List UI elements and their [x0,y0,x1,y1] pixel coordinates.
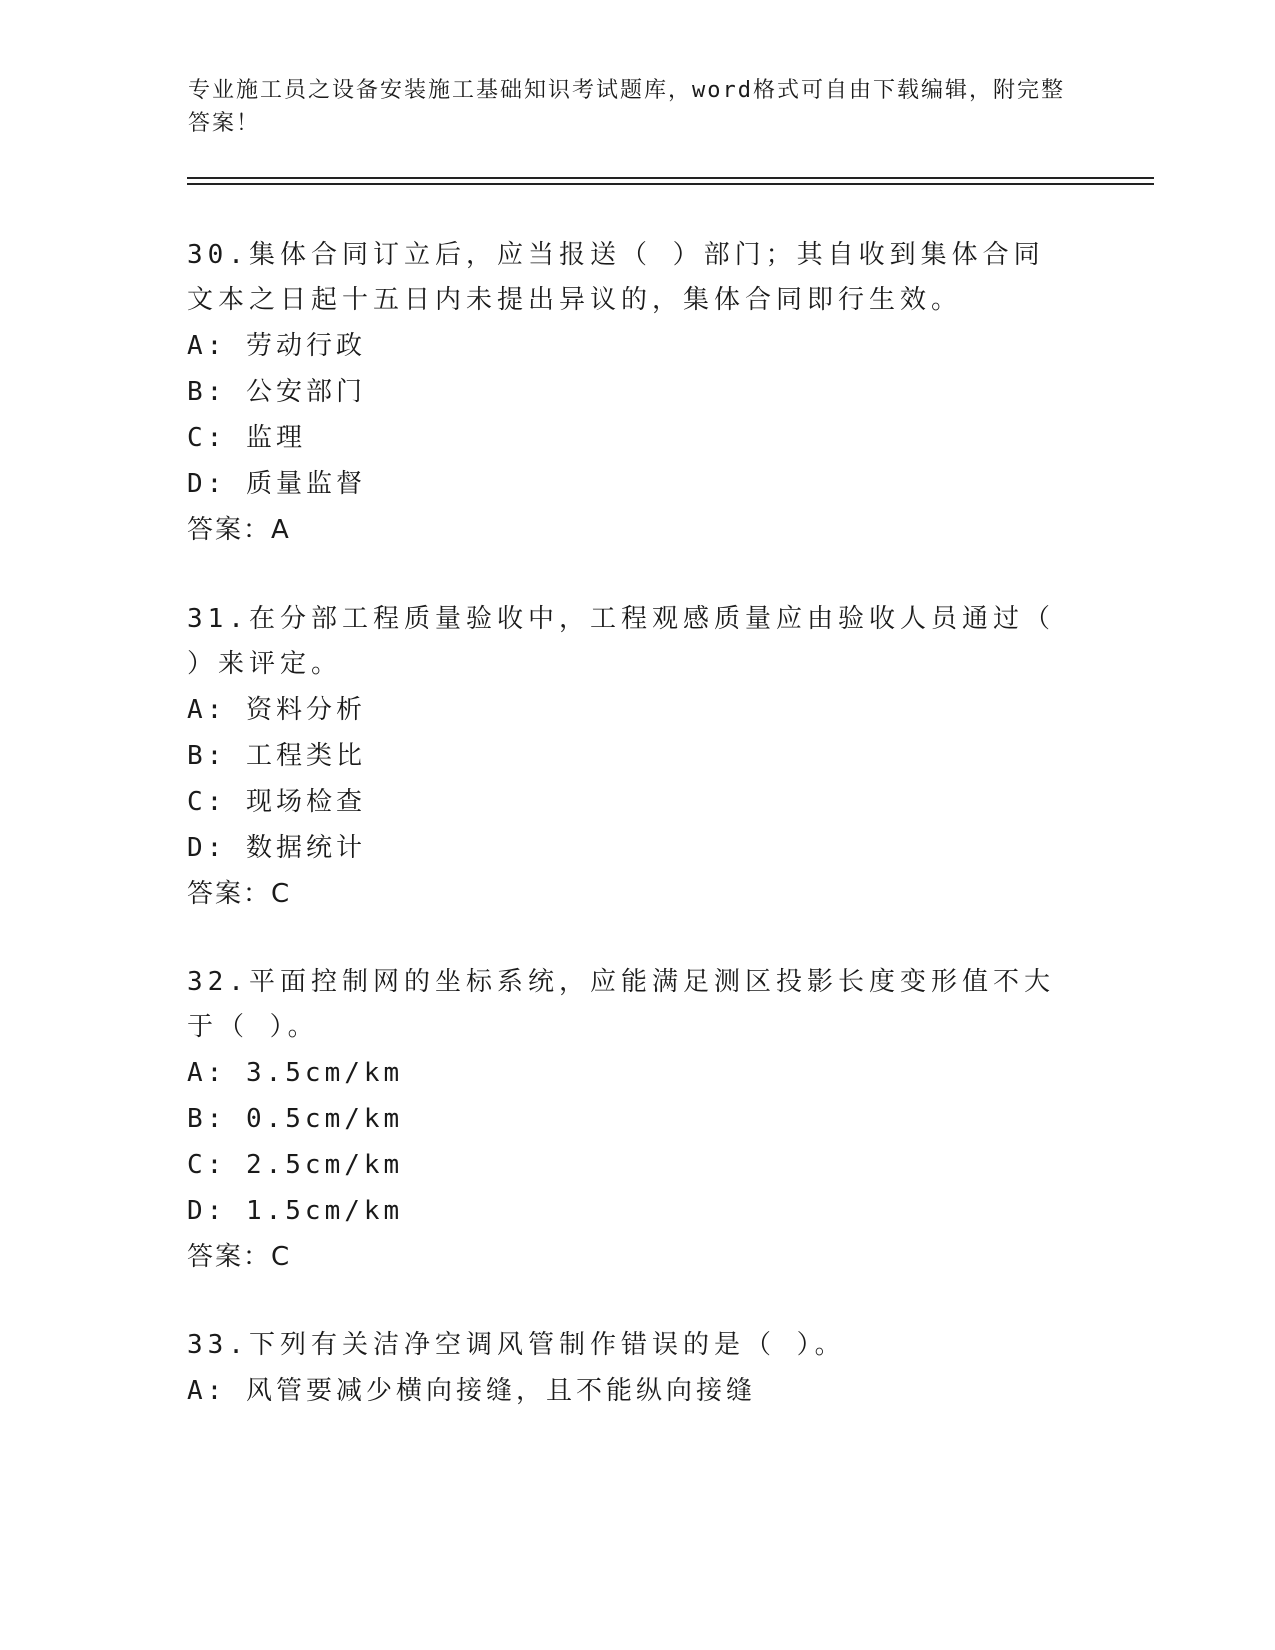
question-32 [187,960,1067,1280]
option-b: B: 公安部门 [187,377,366,407]
question-33 [187,1323,1067,1414]
question-30 [187,233,1067,553]
question-stem: 32.平面控制网的坐标系统，应能满足测区投影长度变形值不大于（ ）。 [187,967,1055,1042]
option-d: D: 数据统计 [187,833,366,863]
option-b: B: 工程类比 [187,741,366,771]
question-stem: 30.集体合同订立后，应当报送（ ）部门；其自收到集体合同文本之日起十五日内未提出异议的，集体合同即行生效。 [187,240,1045,315]
option-d: D: 1.5cm/km [187,1196,404,1226]
option-a: A: 3.5cm/km [187,1058,404,1088]
option-c: C: 现场检查 [187,787,366,817]
option-c: C: 监理 [187,423,306,453]
option-a: A: 资料分析 [187,695,366,725]
question-stem: 33.下列有关洁净空调风管制作错误的是（ ）。 [187,1330,846,1360]
question-31 [187,597,1067,917]
option-c: C: 2.5cm/km [187,1150,404,1180]
option-d: D: 质量监督 [187,469,366,499]
question-stem: 31.在分部工程质量验收中，工程观感质量应由验收人员通过（ ）来评定。 [187,604,1055,679]
answer: 答案：C [187,1242,292,1272]
answer: 答案：C [187,879,292,909]
header-divider-bottom [187,183,1154,185]
document-header: 专业施工员之设备安装施工基础知识考试题库，word格式可自由下载编辑，附完整答案！ [188,78,1065,136]
answer: 答案：A [187,515,291,545]
header-divider-top [187,177,1154,179]
option-a: A: 风管要减少横向接缝，且不能纵向接缝 [187,1376,756,1406]
option-a: A: 劳动行政 [187,331,366,361]
option-b: B: 0.5cm/km [187,1104,404,1134]
